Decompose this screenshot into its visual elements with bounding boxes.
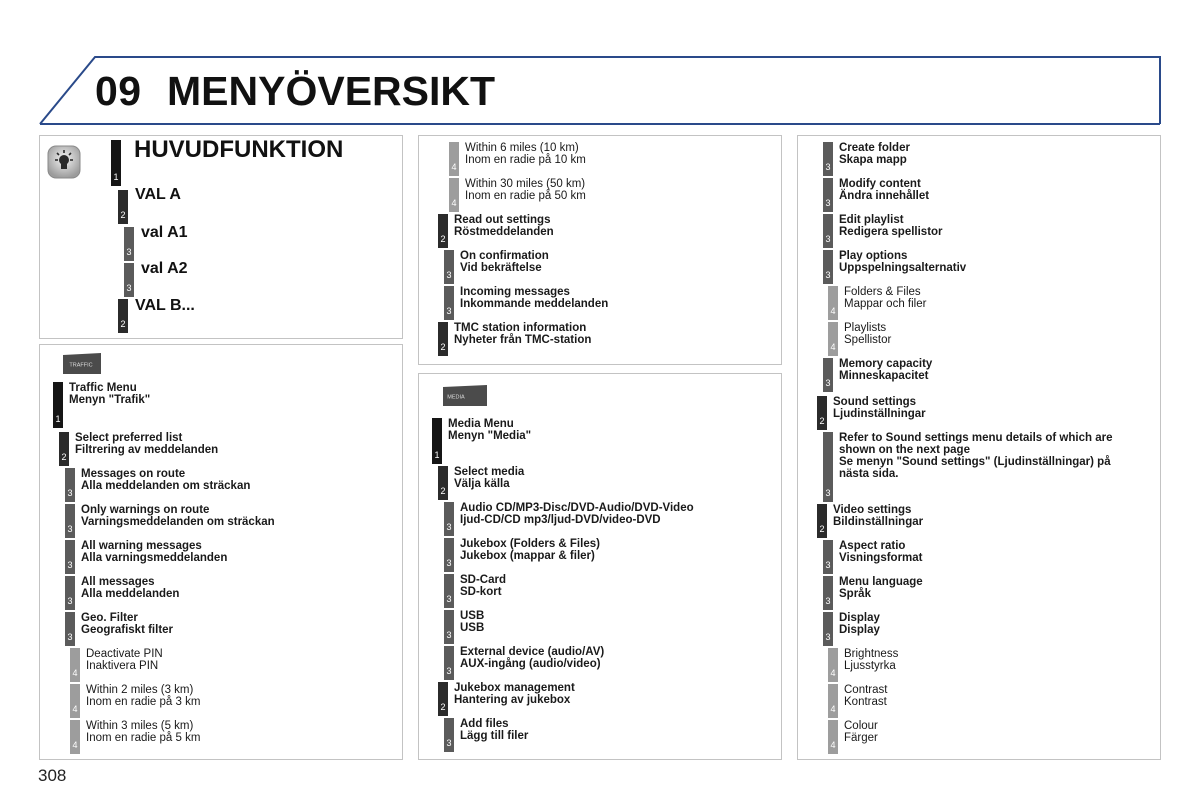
menu-item-text	[844, 286, 926, 310]
level-bar	[118, 299, 128, 333]
menu-item-line: Create folder	[839, 142, 910, 154]
menu-item-line: Ljudinställningar	[833, 408, 926, 420]
level-bar	[444, 502, 454, 536]
menu-item-line: AUX-ingång (audio/video)	[460, 658, 601, 670]
level-number: 4	[72, 668, 78, 678]
menu-item-line: Hantering av jukebox	[454, 694, 571, 706]
level-number: 3	[126, 247, 132, 257]
level-number: 3	[67, 596, 73, 606]
page-number: 308	[38, 766, 67, 785]
menu-item-line: Ändra innehållet	[839, 190, 930, 202]
menu-item-text	[839, 432, 1112, 480]
level-bar	[823, 612, 833, 646]
menu-item-line: SD-Card	[460, 574, 507, 586]
menu-item-line: Geo. Filter	[81, 612, 138, 624]
menu-item-line: Geografiskt filter	[81, 624, 174, 636]
menu-item-text	[86, 648, 163, 672]
menu-item-line: Within 30 miles (50 km)	[465, 178, 586, 190]
menu-item-line: Only warnings on route	[81, 504, 210, 516]
menu-item-line: USB	[460, 622, 485, 634]
legend-panel	[39, 135, 403, 339]
menu-item-line: Memory capacity	[839, 358, 933, 370]
media-tag-label: MEDIA	[447, 394, 465, 401]
level-bar	[124, 227, 134, 261]
menu-item-line: Inom en radie på 5 km	[86, 732, 201, 744]
level-number: 2	[61, 452, 67, 462]
menu-item-text	[465, 142, 586, 166]
menu-item-line: Menyn "Media"	[448, 430, 532, 442]
menu-item-line: Inom en radie på 3 km	[86, 696, 201, 708]
menu-item-text	[460, 574, 506, 598]
menu-item-line: nästa sida.	[839, 468, 899, 480]
level-number: 3	[446, 666, 452, 676]
menu-item-line: Folders & Files	[844, 286, 921, 298]
level-bar	[828, 286, 838, 320]
level-number: 4	[72, 704, 78, 714]
level-bar	[65, 612, 75, 646]
menu-item-text	[86, 720, 200, 744]
level-number: 3	[446, 522, 452, 532]
level-number: 3	[825, 632, 831, 642]
level-number: 1	[55, 414, 61, 424]
menu-item-line: Within 6 miles (10 km)	[465, 142, 579, 154]
level-bar	[823, 178, 833, 212]
menu-item-line: Select media	[454, 466, 525, 478]
level-number: 3	[446, 738, 452, 748]
menu-item-line: Minneskapacitet	[839, 370, 929, 382]
menu-item-line: Välja källa	[454, 478, 510, 490]
menu-item-text	[81, 504, 275, 528]
legend-label: val A1	[141, 224, 188, 241]
level-number: 2	[440, 702, 446, 712]
menu-item-line: All messages	[81, 576, 155, 588]
menu-item-line: Kontrast	[844, 696, 887, 708]
level-number: 2	[440, 486, 446, 496]
level-number: 2	[440, 342, 446, 352]
menu-item-line: Within 3 miles (5 km)	[86, 720, 194, 732]
level-number: 4	[830, 704, 836, 714]
level-number: 3	[67, 560, 73, 570]
level-bar	[449, 178, 459, 212]
level-bar	[444, 646, 454, 680]
menu-item-text	[81, 468, 250, 492]
menu-item-text	[448, 418, 531, 442]
level-bar	[124, 263, 134, 297]
menu-item-text	[454, 466, 524, 490]
menu-item-line: Menyn "Trafik"	[69, 394, 151, 406]
menu-item-text	[844, 720, 878, 744]
menu-item-line: Colour	[844, 720, 878, 732]
level-bar	[438, 682, 448, 716]
level-number: 3	[446, 306, 452, 316]
menu-item-text	[839, 214, 943, 238]
level-number: 1	[434, 450, 440, 460]
menu-item-line: Språk	[839, 588, 871, 600]
menu-item-line: Jukebox management	[454, 682, 575, 694]
media-tag	[441, 384, 489, 413]
level-number: 4	[830, 342, 836, 352]
menu-item-text	[460, 250, 549, 274]
level-bar	[438, 214, 448, 248]
menu-item-line: Redigera spellistor	[839, 226, 943, 238]
level-number: 3	[67, 524, 73, 534]
menu-item-line: Aspect ratio	[839, 540, 906, 552]
traffic-tag-label: TRAFFIC	[69, 362, 93, 369]
menu-item-line: SD-kort	[460, 586, 502, 598]
menu-item-text	[465, 178, 586, 202]
level-bar	[444, 538, 454, 572]
level-number: 3	[825, 596, 831, 606]
menu-item-line: USB	[460, 610, 485, 622]
legend-label: HUVUDFUNKTION	[134, 136, 344, 163]
level-bar	[438, 466, 448, 500]
level-bar	[823, 142, 833, 176]
menu-item-text	[844, 322, 891, 346]
menu-item-text	[839, 576, 923, 600]
level-bar	[828, 648, 838, 682]
level-bar	[823, 214, 833, 248]
menu-item-text	[839, 540, 923, 564]
legend-label: VAL B...	[135, 297, 195, 314]
menu-item-line: Inom en radie på 10 km	[465, 154, 586, 166]
level-number: 1	[113, 172, 119, 182]
level-number: 4	[830, 306, 836, 316]
level-bar	[828, 720, 838, 754]
menu-item-text	[86, 684, 200, 708]
menu-item-line: Se menyn "Sound settings" (Ljudinställningar) på	[839, 456, 1111, 468]
level-bar	[823, 358, 833, 392]
legend-label: val A2	[141, 260, 188, 277]
level-number: 4	[451, 198, 457, 208]
menu-item-text	[75, 432, 218, 456]
menu-item-line: Inaktivera PIN	[86, 660, 159, 672]
menu-item-line: Ijud-CD/CD mp3/ljud-DVD/video-DVD	[460, 514, 661, 526]
level-bar	[118, 190, 128, 224]
light-bulb-icon	[47, 145, 81, 179]
traffic-tag	[61, 352, 103, 381]
menu-item-line: Sound settings	[833, 396, 917, 408]
menu-item-line: On confirmation	[460, 250, 549, 262]
level-number: 3	[825, 488, 831, 498]
level-number: 3	[825, 270, 831, 280]
menu-item-line: Inom en radie på 50 km	[465, 190, 586, 202]
menu-item-line: Display	[839, 624, 880, 636]
level-number: 3	[446, 630, 452, 640]
level-bar	[70, 720, 80, 754]
level-number: 4	[72, 740, 78, 750]
level-number: 3	[126, 283, 132, 293]
level-bar	[444, 250, 454, 284]
menu-item-line: Contrast	[844, 684, 888, 696]
legend-label: VAL A	[135, 186, 181, 203]
level-bar	[53, 382, 63, 428]
menu-item-line: TMC station information	[454, 322, 587, 334]
menu-item-line: Varningsmeddelanden om sträckan	[81, 516, 275, 528]
menu-item-line: Add files	[460, 718, 509, 730]
level-bar	[823, 540, 833, 574]
menu-item-line: Inkommande meddelanden	[460, 298, 609, 310]
menu-item-line: Alla meddelanden om sträckan	[81, 480, 251, 492]
menu-item-line: External device (audio/AV)	[460, 646, 605, 658]
menu-item-text	[454, 682, 575, 706]
level-bar	[432, 418, 442, 464]
level-bar	[65, 576, 75, 610]
level-number: 3	[825, 162, 831, 172]
level-number: 3	[825, 198, 831, 208]
menu-item-line: All warning messages	[81, 540, 202, 552]
menu-item-line: Spellistor	[844, 334, 892, 346]
level-number: 4	[830, 668, 836, 678]
chapter-number: 09	[95, 68, 142, 114]
menu-item-line: Incoming messages	[460, 286, 570, 298]
level-bar	[70, 648, 80, 682]
level-number: 3	[825, 560, 831, 570]
level-number: 3	[67, 632, 73, 642]
level-bar	[70, 684, 80, 718]
menu-item-text	[460, 646, 604, 670]
menu-item-text	[69, 382, 150, 406]
menu-item-line: Within 2 miles (3 km)	[86, 684, 194, 696]
level-bar	[444, 286, 454, 320]
level-bar	[823, 576, 833, 610]
menu-item-text	[460, 502, 694, 526]
menu-item-text	[460, 718, 528, 742]
menu-item-line: Nyheter från TMC-station	[454, 334, 592, 346]
level-bar	[817, 396, 827, 430]
menu-item-text	[460, 610, 484, 634]
level-number: 2	[819, 416, 825, 426]
menu-item-line: Edit playlist	[839, 214, 904, 226]
menu-item-line: Filtrering av meddelanden	[75, 444, 219, 456]
level-bar	[65, 504, 75, 538]
menu-item-text	[460, 286, 608, 310]
menu-item-line: Refer to Sound settings menu details of which are	[839, 432, 1113, 444]
menu-item-text	[833, 504, 923, 528]
menu-item-line: Media Menu	[448, 418, 514, 430]
level-bar	[111, 140, 121, 186]
level-number: 3	[825, 378, 831, 388]
menu-item-line: Vid bekräftelse	[460, 262, 542, 274]
menu-item-line: Bildinställningar	[833, 516, 924, 528]
menu-item-text	[839, 250, 966, 274]
level-bar	[449, 142, 459, 176]
page-title: MENYÖVERSIKT	[167, 68, 496, 114]
level-bar	[823, 432, 833, 502]
menu-item-line: Skapa mapp	[839, 154, 907, 166]
level-bar	[444, 610, 454, 644]
menu-item-line: Brightness	[844, 648, 899, 660]
menu-item-line: Röstmeddelanden	[454, 226, 554, 238]
level-number: 4	[451, 162, 457, 172]
level-number: 4	[830, 740, 836, 750]
level-bar	[817, 504, 827, 538]
menu-item-line: Alla meddelanden	[81, 588, 180, 600]
menu-item-text	[81, 612, 173, 636]
menu-item-line: shown on the next page	[839, 444, 970, 456]
level-number: 3	[446, 594, 452, 604]
level-bar	[65, 468, 75, 502]
menu-item-text	[454, 214, 554, 238]
menu-item-line: Select preferred list	[75, 432, 183, 444]
menu-item-text	[839, 358, 932, 382]
level-bar	[828, 684, 838, 718]
level-bar	[65, 540, 75, 574]
menu-item-line: Audio CD/MP3-Disc/DVD-Audio/DVD-Video	[460, 502, 694, 514]
level-number: 2	[120, 319, 126, 329]
menu-item-line: Uppspelningsalternativ	[839, 262, 967, 274]
menu-item-line: Färger	[844, 732, 878, 744]
menu-item-line: Visningsformat	[839, 552, 923, 564]
menu-item-line: Read out settings	[454, 214, 551, 226]
menu-item-line: Video settings	[833, 504, 912, 516]
level-number: 3	[446, 270, 452, 280]
menu-item-line: Alla varningsmeddelanden	[81, 552, 228, 564]
level-number: 3	[825, 234, 831, 244]
menu-item-text	[844, 648, 898, 672]
menu-item-text	[839, 178, 929, 202]
level-number: 2	[120, 210, 126, 220]
menu-item-text	[81, 576, 179, 600]
menu-item-line: Menu language	[839, 576, 923, 588]
level-bar	[444, 574, 454, 608]
level-number: 3	[67, 488, 73, 498]
menu-item-text	[81, 540, 227, 564]
menu-item-line: Ljusstyrka	[844, 660, 896, 672]
level-bar	[823, 250, 833, 284]
menu-item-text	[460, 538, 600, 562]
level-number: 2	[440, 234, 446, 244]
menu-item-line: Jukebox (Folders & Files)	[460, 538, 600, 550]
menu-item-text	[839, 612, 880, 636]
menu-item-line: Jukebox (mappar & filer)	[460, 550, 595, 562]
menu-item-line: Deactivate PIN	[86, 648, 163, 660]
level-bar	[59, 432, 69, 466]
menu-item-text	[839, 142, 910, 166]
menu-item-line: Traffic Menu	[69, 382, 137, 394]
menu-item-line: Mappar och filer	[844, 298, 927, 310]
menu-item-text	[844, 684, 887, 708]
level-bar	[444, 718, 454, 752]
menu-item-line: Modify content	[839, 178, 921, 190]
level-number: 2	[819, 524, 825, 534]
level-bar	[828, 322, 838, 356]
menu-item-text	[454, 322, 591, 346]
menu-item-line: Display	[839, 612, 880, 624]
level-bar	[438, 322, 448, 356]
menu-item-line: Lägg till filer	[460, 730, 529, 742]
menu-item-line: Messages on route	[81, 468, 186, 480]
menu-item-line: Play options	[839, 250, 908, 262]
menu-item-text	[833, 396, 926, 420]
menu-item-line: Playlists	[844, 322, 887, 334]
level-number: 3	[446, 558, 452, 568]
